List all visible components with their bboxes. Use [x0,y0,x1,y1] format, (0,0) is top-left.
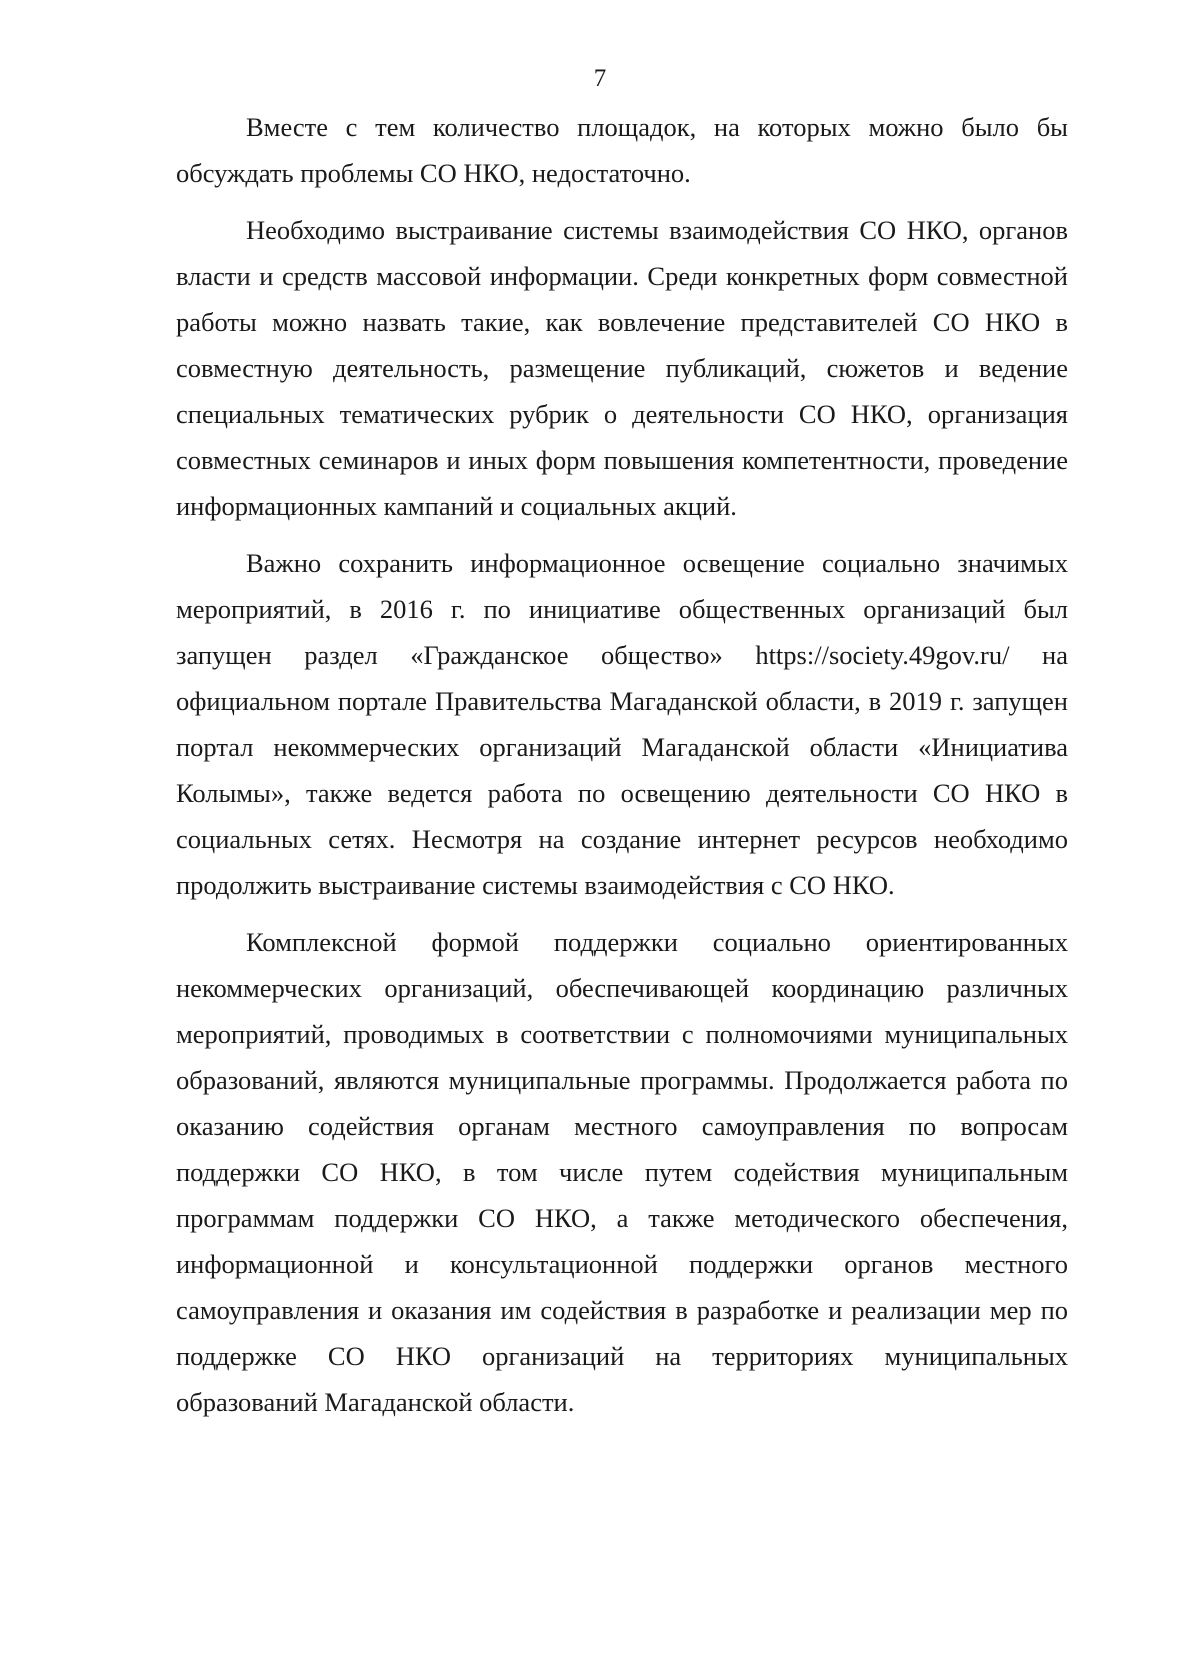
page-number: 7 [593,65,607,92]
paragraph-information-coverage: Важно сохранить информационное освещение социально значимых мероприятий, в 2016 г. по инициативе общественных организаций был запущен раздел «Гражданское общество» https://society.49gov.ru/ на официальном портале Правительства Магаданской области, в 2019 г. запущен портал некоммерческих организаций Магаданской области «Инициатива Колымы», также ведется работа по освещению деятельности СО НКО в социальных сетях. Несмотря на создание интернет ресурсов необходимо продолжить выстраивание системы взаимодействия с СО НКО. [176,548,1068,900]
paragraph-platforms: Вместе с тем количество площадок, на которых можно было бы обсуждать проблемы СО НКО, недостаточно. [176,112,1068,188]
paragraph-interaction-system: Необходимо выстраивание системы взаимодействия СО НКО, органов власти и средств массовой информации. Среди конкретных форм совместной работы можно назвать такие, как вовлечение представителей СО НКО в совместную деятельность, размещение публикаций, сюжетов и ведение специальных тематических рубрик о деятельности СО НКО, организация совместных семинаров и иных форм повышения компетентности, проведение информационных кампаний и социальных акций. [176,215,1068,521]
document-body [176,104,1068,1436]
paragraph-municipal-programs: Комплексной формой поддержки социально ориентированных некоммерческих организаций, обеспечивающей координацию различных мероприятий, проводимых в соответствии с полномочиями муниципальных образований, являются муниципальные программы. Продолжается работа по оказанию содействия органам местного самоуправления по вопросам поддержки СО НКО, в том числе путем содействия муниципальным программам поддержки СО НКО, а также методического обеспечения, информационной и консультационной поддержки органов местного самоуправления и оказания им содействия в разработке и реализации мер по поддержке СО НКО организаций на территориях муниципальных образований Магаданской области. [176,927,1068,1417]
